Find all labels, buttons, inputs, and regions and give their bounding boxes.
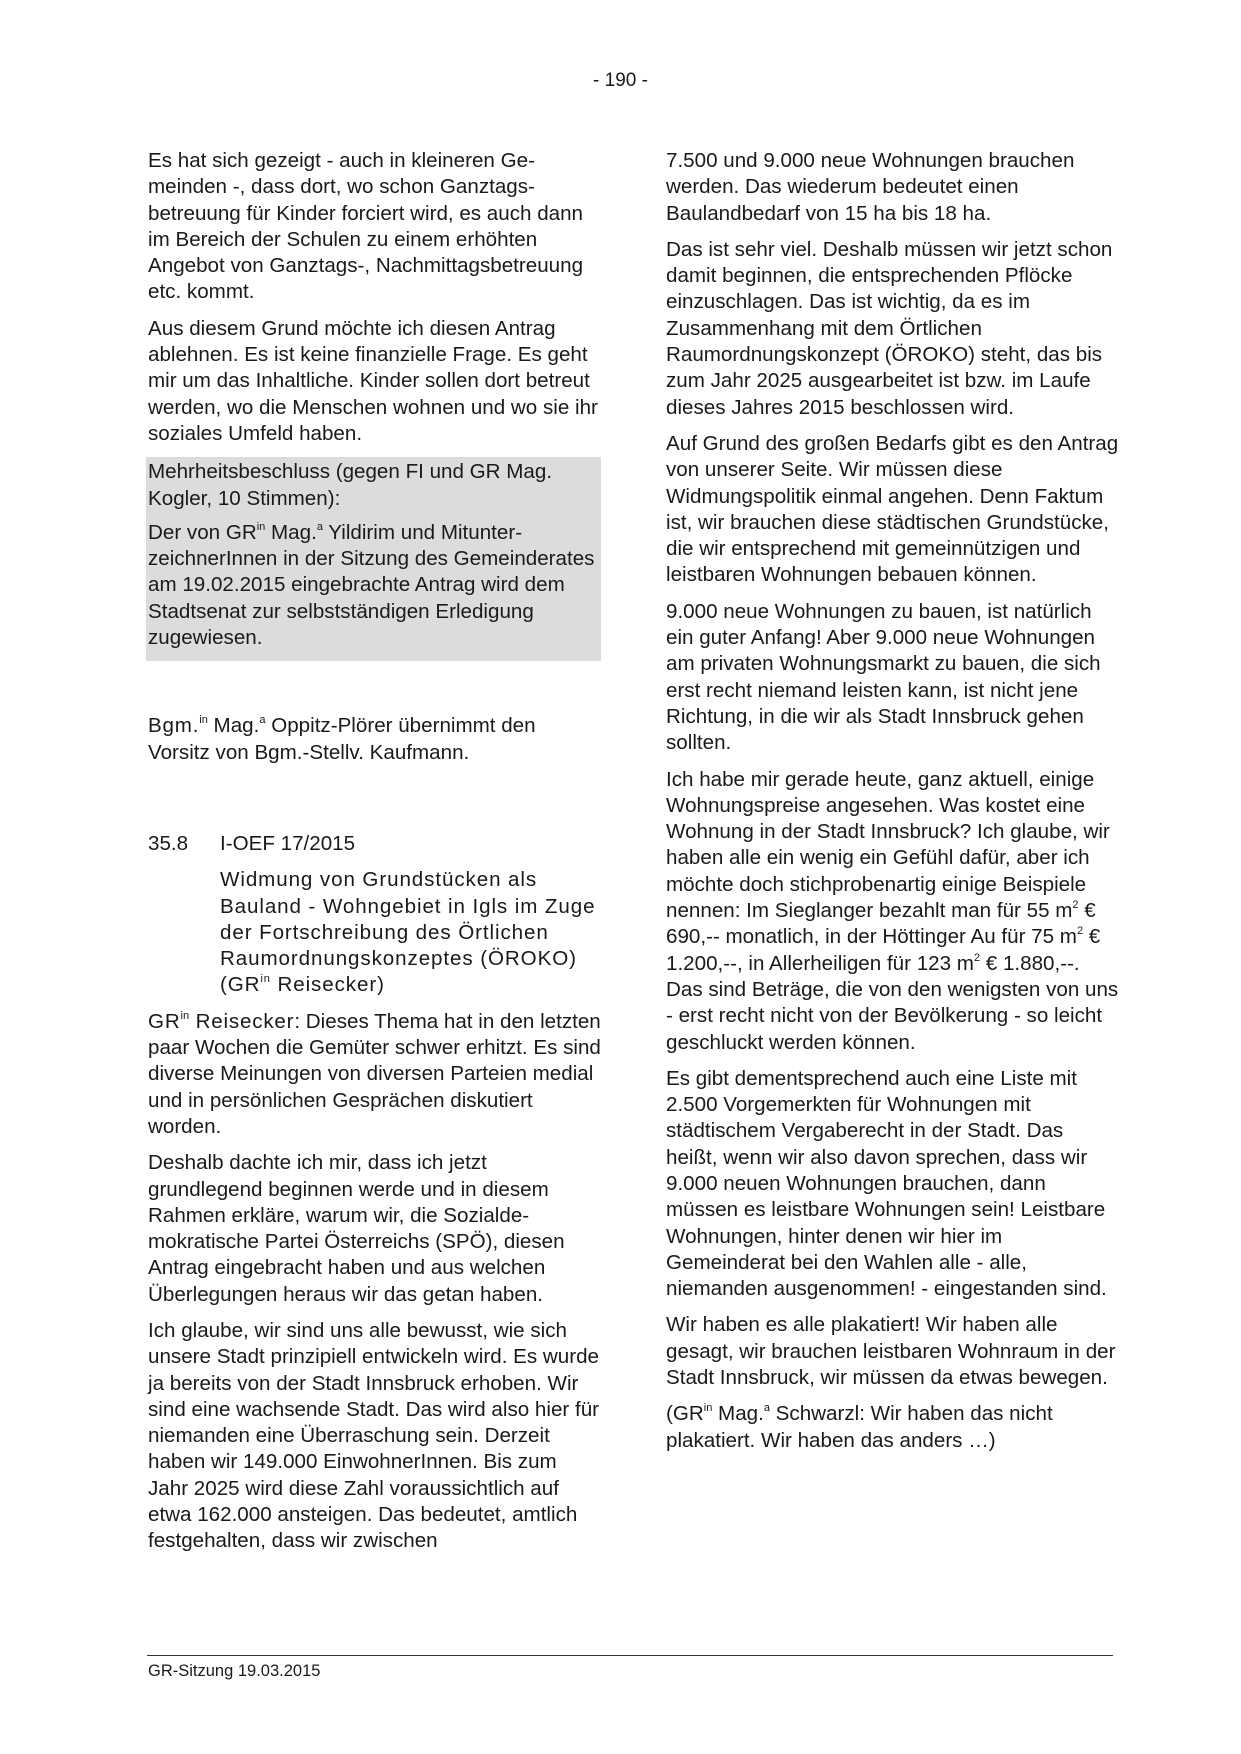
- paragraph: Aus diesem Grund möchte ich diesen Antrag ablehnen. Es ist keine finanzielle Frage. Es geht mir um das Inhaltliche. Kinder sollen dort betreut werden, wo die Menschen wohnen und wo sie ihr soziales Umfeld haben.: [148, 316, 598, 445]
- page-number: - 190 -: [593, 70, 648, 91]
- speech-paragraph: $GR^{in}$ Reisecker: Dieses Thema hat in den letzten paar Wochen die Gemüter schwer erhitzt. Es sind diverse Meinungen von diversen Parteien medial und in persönlichen Gesprächen diskutiert worden.: [148, 1009, 601, 1138]
- agenda-item-number: 35.8: [148, 831, 189, 855]
- footer-divider: [147, 1655, 1113, 1656]
- paragraph: Deshalb dachte ich mir, dass ich jetzt grundlegend beginnen werde und in diesem Rahmen erkläre, warum wir, die Sozialdemokratische Partei Österreichs (SPÖ), diesen Antrag eingebracht haben und aus welchen Überlegungen heraus wir das getan haben.: [148, 1151, 565, 1306]
- right-column: [666, 148, 1119, 1464]
- footer-session-date: GR-Sitzung 19.03.2015: [148, 1662, 321, 1680]
- paragraph: Das ist sehr viel. Deshalb müssen wir jetzt schon damit beginnen, die entsprechenden Pflöcke einzuschlagen. Das ist wichtig, da es im Zusammenhang mit dem Örtlichen Raumordnungskonzept (ÖROKO) steht, das bis zum Jahr 2025 ausgearbeitet ist bzw. im Laufe dieses Jahres 2015 beschlossen wird.: [666, 237, 1113, 419]
- agenda-item-code: I-OEF 17/2015: [220, 831, 356, 855]
- paragraph: Wir haben es alle plakatiert! Wir haben alle gesagt, wir brauchen leistbaren Wohnraum in der Stadt Innsbruck, wir müssen da etwas bewegen.: [666, 1313, 1116, 1390]
- decision-text: Der von $GR^{in}$ Mag.$^a$ Yildirim und MitunterzeichnerInnen in der Sitzung des Gemeinderates am 19.02.2015 eingebrachte Antrag wird dem Stadtsenat zur selbstständigen Erledigung zugewiesen.: [148, 520, 595, 650]
- left-column: [148, 148, 601, 1565]
- paragraph: 9.000 neue Wohnungen zu bauen, ist natürlich ein guter Anfang! Aber 9.000 neue Wohnungen am privaten Wohnungsmarkt zu bauen, die sich erst recht niemand leisten kann, ist nicht jene Richtung, in die wir als Stadt Innsbruck gehen sollten.: [666, 599, 1101, 755]
- agenda-item-title: Widmung von Grundstücken als Bauland - Wohngebiet in Igls im Zuge der Fortschreibung des Örtlichen Raumordnungskonzeptes (ÖROKO) ($GR^{in}$ Reisecker): [220, 868, 596, 997]
- paragraph: 7.500 und 9.000 neue Wohnungen brauchen werden. Das wiederum bedeutet einen Baulandbedarf von 15 ha bis 18 ha.: [666, 149, 1075, 225]
- paragraph: Es gibt dementsprechend auch eine Liste mit 2.500 Vorgemerkten für Wohnungen mit städtischem Vergaberecht in der Stadt. Das heißt, wenn wir also davon sprechen, dass wir 9.000 neuen Wohnungen brauchen, dann müssen es leistbare Wohnungen sein! Leistbare Wohnungen, hinter denen wir hier im Gemeinderat bei den Wahlen alle - alle, niemanden ausgenommen! - eingestanden sind.: [666, 1066, 1107, 1301]
- paragraph: Auf Grund des großen Bedarfs gibt es den Antrag von unserer Seite. Wir müssen diese Widmungspolitik einmal angehen. Denn Faktum ist, wir brauchen diese städtischen Grundstücke, die wir entsprechend mit gemeinnützigen und leistbaren Wohnungen bebauen können.: [666, 431, 1119, 587]
- paragraph: Es hat sich gezeigt - auch in kleineren Gemeinden -, dass dort, wo schon Ganztagsbetreuung für Kinder forciert wird, es auch dann im Bereich der Schulen zu einem erhöhten Angebot von Ganztags-, Nachmittagsbetreuung etc. kommt.: [148, 149, 584, 304]
- paragraph: Ich glaube, wir sind uns alle bewusst, wie sich unsere Stadt prinzipiell entwickeln wird. Es wurde ja bereits von der Stadt Innsbruck erhoben. Wir sind eine wachsende Stadt. Das wird also hier für niemanden eine Überraschung sein. Derzeit haben wir 149.000 EinwohnerInnen. Bis zum Jahr 2025 wird diese Zahl voraussichtlich auf etwa 162.000 ansteigen. Das bedeutet, amtlich festgehalten, dass wir zwischen: [148, 1318, 600, 1553]
- decision-title: Mehrheitsbeschluss (gegen FI und GR Mag. Kogler, 10 Stimmen):: [148, 460, 553, 510]
- paragraph: Ich habe mir gerade heute, ganz aktuell, einige Wohnungspreise angesehen. Was kostet eine Wohnung in der Stadt Innsbruck? Ich glaube, wir haben alle ein wenig ein Gefühl dafür, aber ich möchte doch stichprobenartig einige Beispiele nennen: Im Sieglanger bezahlt man für 55 $m^2$ € 690,-- monatlich, in der Höttinger Au für 75 $m^2$ € 1.200,--, in Allerheiligen für 123 $m^2$ € 1.880,--. Das sind Beträge, die von den wenigsten von uns - erst recht nicht von der Bevölkerung - so leicht geschluckt werden können.: [666, 767, 1119, 1054]
- chair-change: Bgm.$^{in}$ Mag.$^a$ Oppitz-Plörer übernimmt den Vorsitz von Bgm.-Stellv. Kaufmann.: [148, 714, 536, 764]
- interjection: ($GR^{in}$ Mag.$^a$ Schwarzl: Wir haben das nicht plakatiert. Wir haben das anders …): [666, 1402, 1053, 1452]
- decision-box: [146, 457, 601, 661]
- agenda-item-header: [148, 831, 601, 857]
